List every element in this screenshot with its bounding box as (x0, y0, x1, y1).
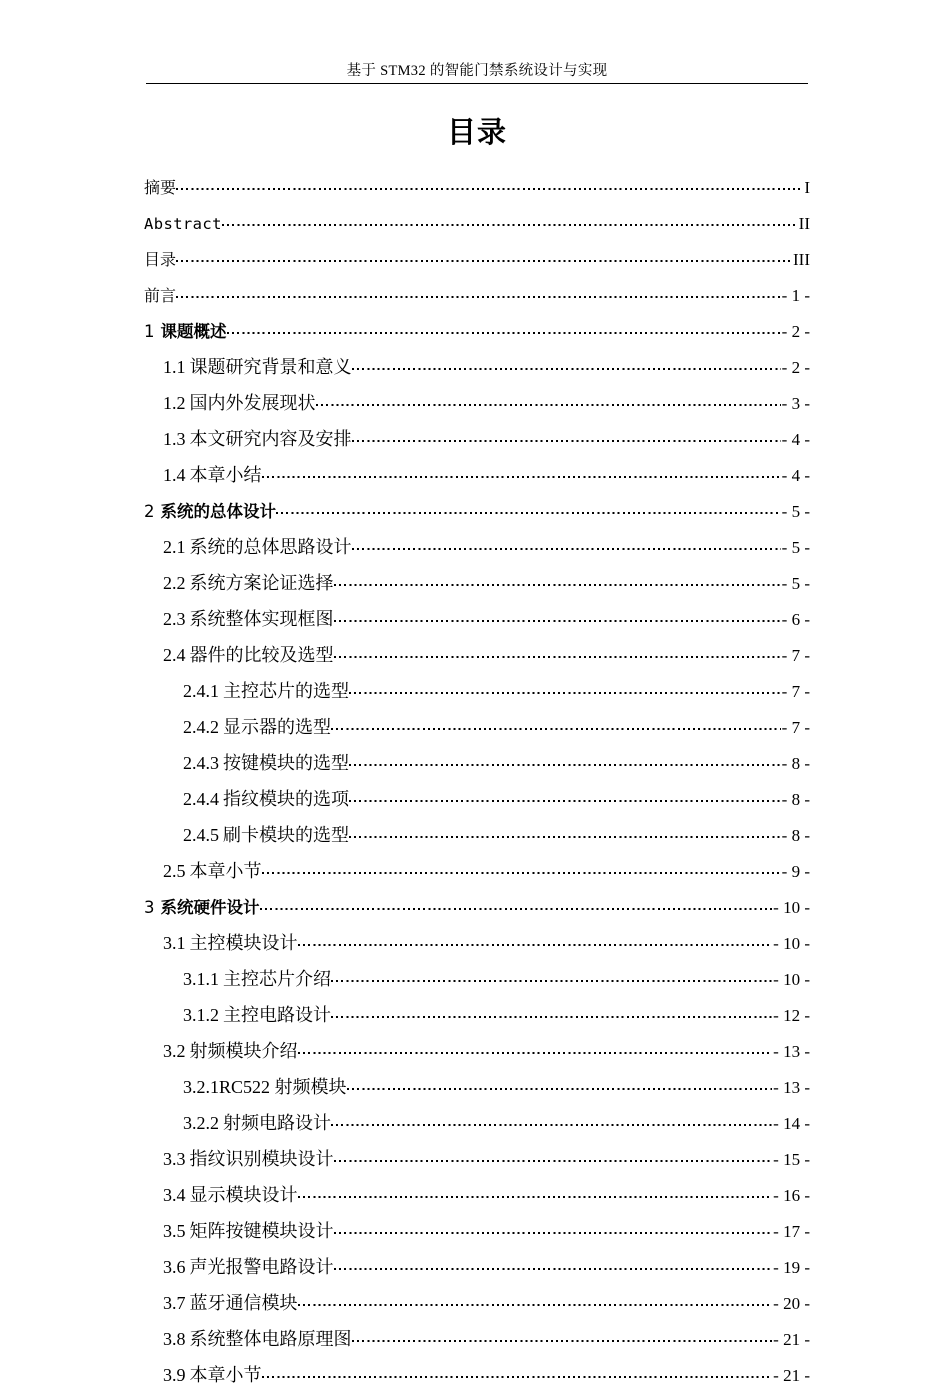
toc-entry[interactable] (144, 356, 810, 392)
toc-entry[interactable] (144, 680, 810, 716)
toc-entry[interactable] (144, 428, 810, 464)
toc-entry-text: 射频模块介绍 (189, 1041, 298, 1061)
toc-entry-label (163, 861, 262, 882)
toc-entry-number: 2.3 (163, 609, 186, 629)
toc-entry-page-number: III (793, 250, 810, 269)
toc-entry[interactable] (144, 1256, 810, 1292)
toc-entry-label (183, 1077, 347, 1098)
table-of-contents (144, 176, 810, 1400)
toc-entry-text: 摘要 (144, 178, 177, 197)
toc-entry[interactable] (144, 500, 810, 536)
toc-entry[interactable] (144, 320, 810, 356)
toc-entry-number: 3.9 (163, 1365, 186, 1385)
toc-entry[interactable] (144, 1148, 810, 1184)
dot-leader (349, 788, 781, 805)
dot-leader (298, 1292, 773, 1309)
toc-entry-text: 课题概述 (160, 322, 227, 341)
toc-entry-text: 国内外发展现状 (189, 393, 316, 413)
toc-entry-text: 本章小节 (189, 1365, 262, 1385)
toc-entry-text: 声光报警电路设计 (189, 1257, 334, 1277)
toc-entry-label (163, 645, 334, 666)
toc-entry-label (183, 681, 349, 702)
toc-entry-text: 系统整体电路原理图 (189, 1329, 352, 1349)
toc-entry-page-number: - 9 - (781, 862, 810, 881)
toc-entry-label (183, 969, 331, 990)
dot-leader (176, 176, 803, 193)
toc-entry-number: 1 (144, 322, 155, 341)
toc-entry-page-number: - 14 - (773, 1114, 810, 1133)
toc-entry[interactable] (144, 1040, 810, 1076)
toc-entry-label (144, 285, 176, 306)
dot-leader (262, 464, 781, 481)
toc-entry-text: 目录 (144, 250, 177, 269)
toc-entry-page-number: - 10 - (773, 934, 810, 953)
toc-entry-label (163, 609, 334, 630)
toc-entry[interactable] (144, 1076, 810, 1112)
toc-entry-number: 2.4.4 (183, 789, 219, 809)
toc-entry[interactable] (144, 1292, 810, 1328)
toc-entry-label (163, 465, 262, 486)
toc-entry-label (163, 1149, 334, 1170)
toc-entry-number: 3.5 (163, 1221, 186, 1241)
dot-leader (176, 248, 792, 265)
toc-entry[interactable] (144, 1184, 810, 1220)
toc-entry-number: 2.4.5 (183, 825, 219, 845)
toc-entry-page-number: - 5 - (781, 538, 810, 557)
toc-entry-page-number: - 7 - (781, 646, 810, 665)
toc-entry-number: 3.2 (163, 1041, 186, 1061)
dot-leader (334, 1220, 773, 1237)
toc-entry-page-number: - 4 - (781, 466, 810, 485)
dot-leader (331, 968, 772, 985)
toc-entry-page-number: - 15 - (773, 1150, 810, 1169)
toc-entry-text: 系统的总体思路设计 (189, 537, 352, 557)
toc-entry-number: 3 (144, 898, 155, 917)
toc-entry-number: 3.1.2 (183, 1005, 219, 1025)
toc-entry-number: 1.3 (163, 429, 186, 449)
toc-entry-page-number: - 12 - (773, 1006, 810, 1025)
toc-entry-page-number: - 8 - (781, 754, 810, 773)
toc-entry-label (163, 1221, 334, 1242)
toc-entry-text: 指纹识别模块设计 (189, 1149, 334, 1169)
dot-leader (316, 392, 781, 409)
toc-entry-page-number: - 6 - (781, 610, 810, 629)
toc-entry-page-number: - 1 - (781, 286, 810, 305)
toc-entry[interactable] (144, 716, 810, 752)
toc-entry-text: 主控芯片介绍 (223, 969, 331, 989)
toc-entry-label (144, 501, 276, 522)
running-title: 基于 STM32 的智能门禁系统设计与实现 (346, 63, 608, 79)
toc-entry[interactable] (144, 392, 810, 428)
toc-entry-number: 1.1 (163, 357, 186, 377)
toc-entry-page-number: - 17 - (773, 1222, 810, 1241)
toc-entry[interactable] (144, 212, 810, 248)
toc-entry-text: 刷卡模块的选型 (223, 825, 349, 845)
dot-leader (222, 212, 798, 229)
dot-leader (276, 500, 781, 517)
toc-entry-number: 1.4 (163, 465, 186, 485)
toc-entry-label (163, 429, 352, 450)
toc-entry-page-number: - 16 - (773, 1186, 810, 1205)
dot-leader (334, 608, 781, 625)
toc-entry-text: 系统整体实现框图 (189, 609, 334, 629)
dot-leader (262, 860, 781, 877)
toc-entry-page-number: - 13 - (773, 1078, 810, 1097)
toc-entry-page-number: - 19 - (773, 1258, 810, 1277)
dot-leader (227, 320, 781, 337)
dot-leader (349, 752, 781, 769)
toc-entry-label (183, 825, 349, 846)
dot-leader (262, 1364, 773, 1381)
toc-entry-label (163, 573, 334, 594)
toc-entry-label (163, 1329, 352, 1350)
toc-entry-label (163, 537, 352, 558)
toc-entry-text: 显示器的选型 (223, 717, 331, 737)
toc-entry-text: 显示模块设计 (189, 1185, 298, 1205)
toc-entry-text: 主控模块设计 (189, 933, 298, 953)
toc-entry-number: 2.4.1 (183, 681, 219, 701)
toc-entry-page-number: - 7 - (781, 682, 810, 701)
toc-entry-number: 3.6 (163, 1257, 186, 1277)
toc-entry-number: 3.1 (163, 933, 186, 953)
toc-entry-number: 2.1 (163, 537, 186, 557)
toc-entry-page-number: - 3 - (781, 394, 810, 413)
toc-entry[interactable] (144, 176, 810, 212)
dot-leader (334, 1256, 773, 1273)
toc-entry-page-number: - 8 - (781, 826, 810, 845)
toc-entry[interactable] (144, 1328, 810, 1364)
toc-entry-page-number: - 5 - (781, 502, 810, 521)
toc-entry-label (163, 1041, 298, 1062)
toc-entry-number: 3.4 (163, 1185, 186, 1205)
toc-entry-text: 主控电路设计 (223, 1005, 331, 1025)
toc-entry[interactable] (144, 536, 810, 572)
toc-entry-page-number: - 10 - (773, 970, 810, 989)
toc-entry[interactable] (144, 1220, 810, 1256)
dot-leader (298, 1040, 773, 1057)
toc-entry-page-number: II (798, 214, 810, 233)
toc-entry-text: 系统方案论证选择 (189, 573, 334, 593)
dot-leader (349, 824, 781, 841)
page-header (146, 60, 808, 84)
dot-leader (352, 536, 781, 553)
toc-entry-number: 3.2.2 (183, 1113, 219, 1133)
toc-entry-label (163, 1185, 298, 1206)
toc-entry-label (183, 717, 331, 738)
toc-entry-text: 课题研究背景和意义 (189, 357, 352, 377)
dot-leader (334, 572, 781, 589)
toc-entry-label (144, 214, 222, 235)
toc-entry-label (163, 357, 352, 378)
toc-entry[interactable] (144, 824, 810, 860)
toc-entry-label (183, 789, 349, 810)
toc-entry-number: 3.1.1 (183, 969, 219, 989)
dot-leader (298, 932, 773, 949)
toc-entry-page-number: - 7 - (781, 718, 810, 737)
toc-entry-text: 器件的比较及选型 (189, 645, 334, 665)
toc-entry-number: 3.7 (163, 1293, 186, 1313)
toc-entry-text: 蓝牙通信模块 (189, 1293, 298, 1313)
toc-entry-number: 3.8 (163, 1329, 186, 1349)
dot-leader (347, 1076, 773, 1093)
toc-entry[interactable] (144, 572, 810, 608)
toc-entry[interactable] (144, 644, 810, 680)
toc-entry[interactable] (144, 896, 810, 932)
toc-entry[interactable] (144, 1004, 810, 1040)
dot-leader (260, 896, 773, 913)
toc-entry-text: 射频电路设计 (223, 1113, 331, 1133)
toc-entry-label (183, 753, 349, 774)
toc-entry-page-number: - 8 - (781, 790, 810, 809)
toc-entry-text: RC522 射频模块 (219, 1077, 347, 1097)
toc-entry-number: 2 (144, 502, 155, 521)
toc-entry-number: 2.2 (163, 573, 186, 593)
toc-entry[interactable] (144, 1364, 810, 1400)
dot-leader (334, 644, 781, 661)
toc-entry-number: 1.2 (163, 393, 186, 413)
toc-entry[interactable] (144, 608, 810, 644)
toc-entry-text: 指纹模块的选项 (223, 789, 349, 809)
toc-entry-label (183, 1113, 331, 1134)
toc-entry[interactable] (144, 752, 810, 788)
toc-entry-number: 3.3 (163, 1149, 186, 1169)
toc-entry-text: 本章小节 (189, 861, 262, 881)
toc-entry[interactable] (144, 1112, 810, 1148)
toc-entry-label (163, 1257, 334, 1278)
dot-leader (352, 428, 781, 445)
toc-entry-label (163, 933, 298, 954)
toc-entry-text: 按键模块的选型 (223, 753, 349, 773)
toc-entry[interactable] (144, 248, 810, 284)
toc-entry-text: 系统的总体设计 (160, 502, 276, 521)
toc-entry-label (144, 897, 260, 918)
toc-entry[interactable] (144, 932, 810, 968)
toc-entry-number: 2.4.2 (183, 717, 219, 737)
toc-entry-number: 2.5 (163, 861, 186, 881)
toc-entry-text: Abstract (144, 215, 222, 233)
toc-entry-page-number: - 2 - (781, 358, 810, 377)
toc-entry-page-number: - 10 - (773, 898, 810, 917)
toc-entry-number: 2.4 (163, 645, 186, 665)
dot-leader (331, 1112, 772, 1129)
toc-entry-number: 3.2.1 (183, 1077, 219, 1097)
toc-entry-page-number: - 20 - (773, 1294, 810, 1313)
toc-entry-number: 2.4.3 (183, 753, 219, 773)
toc-entry-label (144, 249, 176, 270)
toc-entry-label (163, 1365, 262, 1386)
toc-entry-page-number: - 4 - (781, 430, 810, 449)
toc-entry-text: 系统硬件设计 (160, 898, 260, 917)
dot-leader (334, 1148, 773, 1165)
toc-entry-text: 本章小结 (189, 465, 262, 485)
toc-entry-page-number: - 2 - (781, 322, 810, 341)
toc-entry-label (183, 1005, 331, 1026)
toc-entry-page-number: - 5 - (781, 574, 810, 593)
toc-entry-label (163, 1293, 298, 1314)
toc-entry[interactable] (144, 788, 810, 824)
toc-entry-text: 前言 (144, 286, 177, 305)
toc-entry[interactable] (144, 464, 810, 500)
dot-leader (331, 1004, 772, 1021)
toc-entry[interactable] (144, 860, 810, 896)
toc-entry-page-number: - 21 - (773, 1330, 810, 1349)
dot-leader (352, 1328, 773, 1345)
header-divider (146, 83, 808, 84)
toc-entry-label (144, 177, 176, 198)
toc-entry-page-number: - 13 - (773, 1042, 810, 1061)
dot-leader (349, 680, 781, 697)
toc-entry[interactable] (144, 284, 810, 320)
toc-entry-page-number: I (804, 178, 810, 197)
page-title: 目录 (446, 115, 507, 149)
toc-entry-label (163, 393, 316, 414)
dot-leader (331, 716, 781, 733)
toc-entry-page-number: - 21 - (773, 1366, 810, 1385)
dot-leader (298, 1184, 773, 1201)
toc-entry-label (144, 321, 227, 342)
toc-entry-text: 本文研究内容及安排 (189, 429, 352, 449)
dot-leader (352, 356, 781, 373)
toc-entry-text: 主控芯片的选型 (223, 681, 349, 701)
dot-leader (176, 284, 781, 301)
toc-entry-text: 矩阵按键模块设计 (189, 1221, 334, 1241)
toc-entry[interactable] (144, 968, 810, 1004)
